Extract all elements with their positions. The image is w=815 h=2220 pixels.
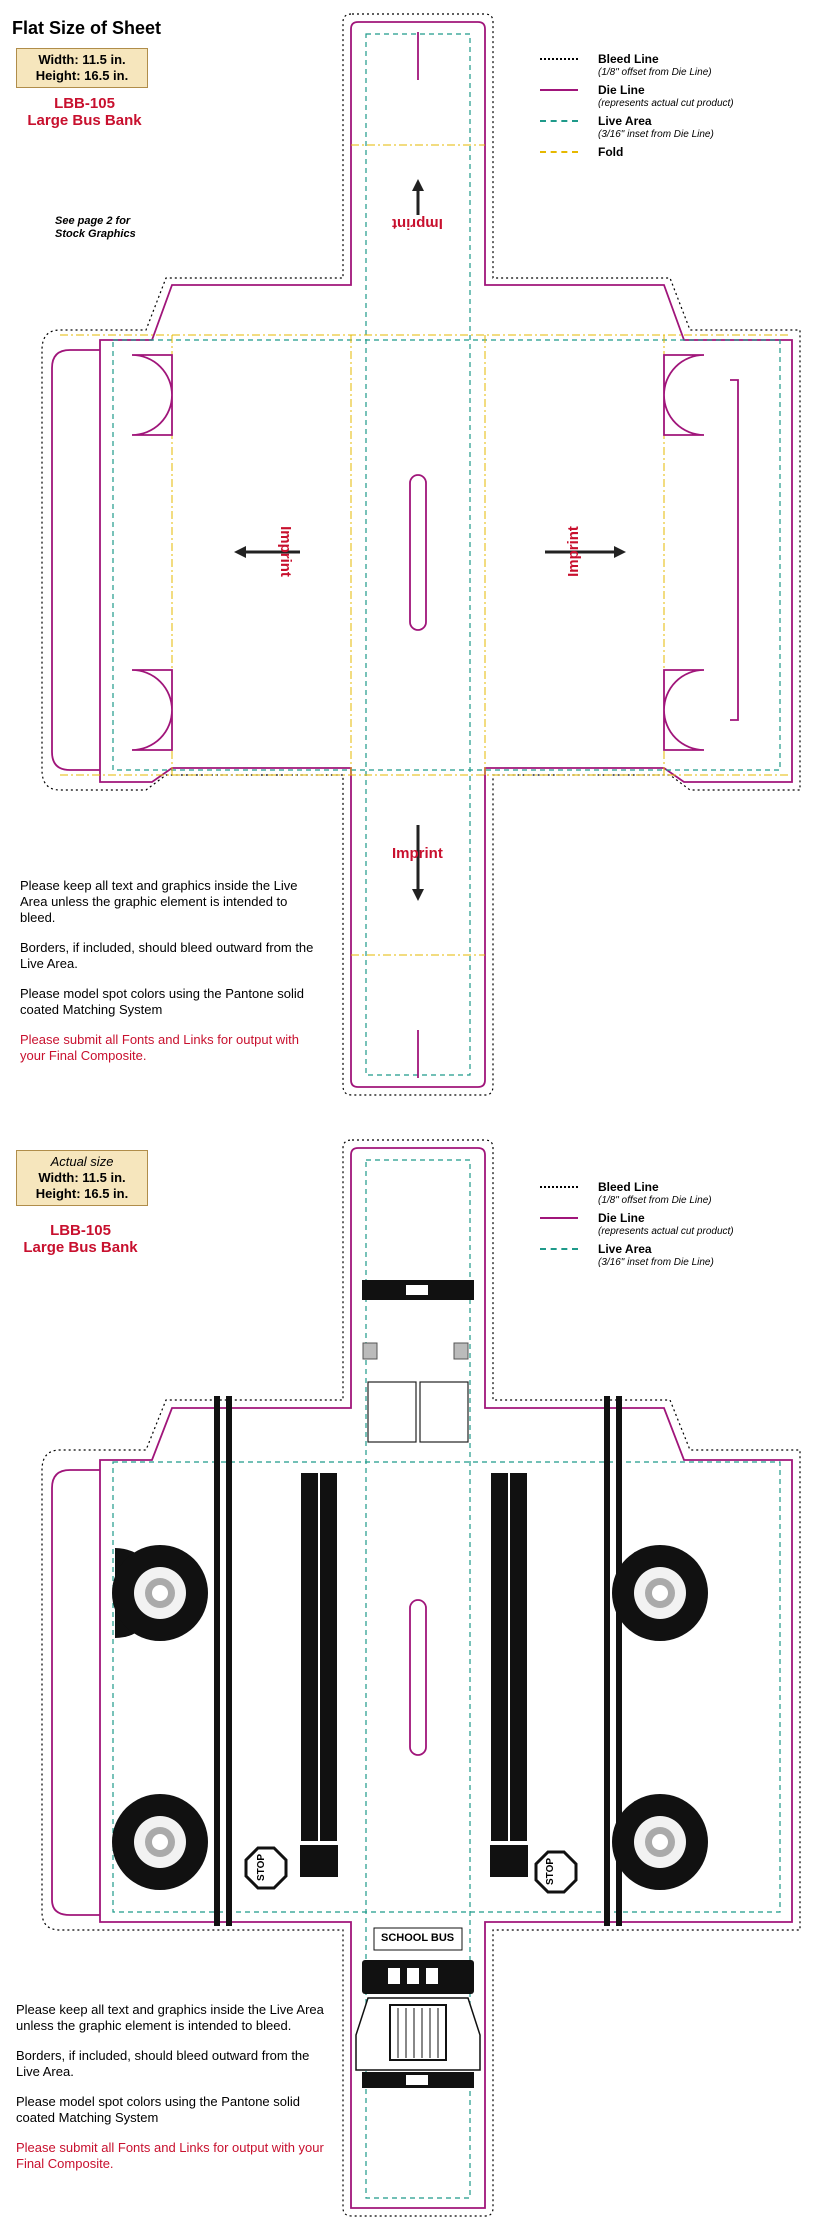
instruction-1: Please keep all text and graphics inside the Live Area unless the graphic element is intended to bleed. xyxy=(16,2002,324,2033)
height-label: Height: 16.5 in. xyxy=(35,1186,129,1201)
rear-light-right xyxy=(454,1343,468,1359)
width-label: Width: 11.5 in. xyxy=(38,52,126,67)
instruction-3: Please model spot colors using the Pantone solid coated Matching System xyxy=(20,986,305,1017)
imprint-arrows xyxy=(240,185,620,895)
wheel-front-left xyxy=(112,1545,208,1641)
note-line-2: Stock Graphics xyxy=(55,228,136,240)
legend-title: Fold xyxy=(598,145,624,159)
legend-title: Live Area xyxy=(598,1242,652,1256)
wheel-front-right xyxy=(612,1545,708,1641)
legend-desc: (represents actual cut product) xyxy=(598,1226,734,1237)
school-bus-sign: SCHOOL BUS xyxy=(381,1932,455,1944)
left-flap-die xyxy=(52,1470,100,1915)
legend-title: Bleed Line xyxy=(598,52,659,66)
instruction-red: Please submit all Fonts and Links for output with your Final Composite. xyxy=(20,1032,299,1063)
product-name: Large Bus Bank xyxy=(27,112,142,129)
height-label: Height: 16.5 in. xyxy=(35,68,129,83)
rear-light-left xyxy=(363,1343,377,1359)
product-code: LBB-105 xyxy=(54,95,115,112)
front-lights xyxy=(388,1968,438,1984)
instruction-3: Please model spot colors using the Pantone solid coated Matching System xyxy=(16,2094,301,2125)
side-panel-left xyxy=(300,1845,338,1877)
coin-slot xyxy=(410,475,426,630)
window-dividers xyxy=(319,1472,509,1842)
product-name: Large Bus Bank xyxy=(23,1239,138,1256)
legend-desc: (1/8" offset from Die Line) xyxy=(598,67,712,78)
instructions-sheet2 xyxy=(16,2002,326,2186)
legend-title: Die Line xyxy=(598,83,645,97)
side-stripes xyxy=(214,1396,622,1926)
imprint-label-left: Imprint xyxy=(276,526,294,577)
legend-desc: (1/8" offset from Die Line) xyxy=(598,1195,712,1206)
imprint-label-right: Imprint xyxy=(564,526,582,577)
instruction-red: Please submit all Fonts and Links for output with your Final Composite. xyxy=(16,2140,324,2171)
product-code: LBB-105 xyxy=(50,1222,111,1239)
side-panel-right xyxy=(490,1845,528,1877)
wheel-rear-right xyxy=(612,1794,708,1890)
left-flap-die xyxy=(52,350,100,770)
imprint-label-top: Imprint xyxy=(392,215,443,232)
actual-size-label: Actual size xyxy=(50,1154,114,1169)
width-label: Width: 11.5 in. xyxy=(38,1170,126,1185)
legend-title: Live Area xyxy=(598,114,652,128)
rear-window-right xyxy=(420,1382,468,1442)
legend-title: Die Line xyxy=(598,1211,645,1225)
rear-window-left xyxy=(368,1382,416,1442)
note-line-1: See page 2 for xyxy=(55,215,131,227)
instruction-2: Borders, if included, should bleed outward from the Live Area. xyxy=(20,940,314,971)
legend-desc: (3/16" inset from Die Line) xyxy=(598,1257,714,1268)
stop-text-left: STOP xyxy=(256,1853,268,1882)
sheet-title: Flat Size of Sheet xyxy=(12,18,162,38)
legend-title: Bleed Line xyxy=(598,1180,659,1194)
legend-desc: (3/16" inset from Die Line) xyxy=(598,129,714,140)
instruction-2: Borders, if included, should bleed outward from the Live Area. xyxy=(16,2048,310,2079)
instructions-sheet1 xyxy=(20,878,320,1078)
instruction-1: Please keep all text and graphics inside the Live Area unless the graphic element is intended to bleed. xyxy=(20,878,298,925)
imprint-label-bottom: Imprint xyxy=(392,845,443,862)
stop-text-right: STOP xyxy=(545,1857,557,1886)
right-bracket xyxy=(730,380,738,720)
wheel-rear-left xyxy=(112,1794,208,1890)
coin-slot xyxy=(410,1600,426,1755)
fold-lines xyxy=(60,145,790,955)
legend-desc: (represents actual cut product) xyxy=(598,98,734,109)
